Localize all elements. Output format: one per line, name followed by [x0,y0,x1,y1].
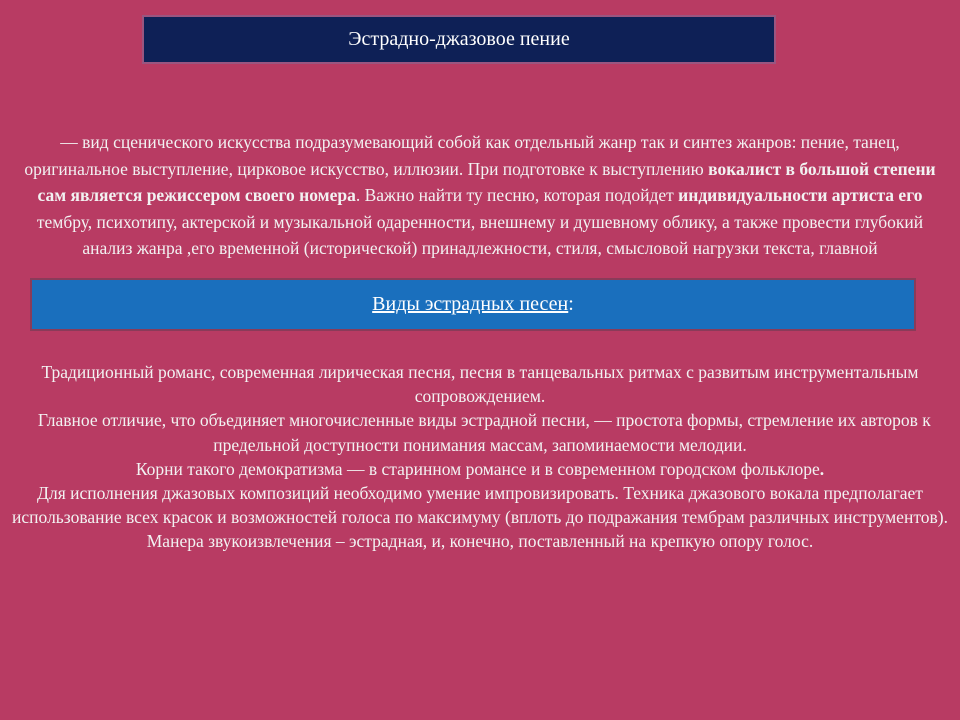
intro-text-3: тембру, психотипу, актерской и музыкальной одаренности, внешнему и душевному облику, а также провести глубокий анализ жанра ,его временной (исторической) принадлежности, стиля, смысловой нагрузки текста, главной [36,211,924,258]
intro-bold-1: вокалист в большой степени сам является режиссером своего номера [37,158,936,205]
intro-text-1: — вид сценического искусства подразумевающий собой как отдельный жанр так и синтез жанров: пение, танец, оригинальное выступление, цирковое искусство, иллюзии. При подготовке к выступлению [24,132,900,179]
section-subtitle: Виды эстрадных песен [372,293,569,315]
body-paragraph-2-text: Главное отличие, что объединяет многочисленные виды эстрадной песни, — простота формы, стремление их авторов к предельной доступности понимания массам, запоминаемости мелодии. [37,410,931,455]
body-paragraph-1: Традиционный романс, современная лирическая песня, песня в танцевальных ритмах с развитым инструментальным сопровождением. [41,362,919,407]
body-text-block [12,360,948,554]
slide-title: Эстрадно-джазовое пение [348,28,570,50]
intro-bold-2: индивидуальности артиста его [678,185,923,205]
body-paragraph-2 [12,408,948,456]
body-paragraph-4: Для исполнения джазовых композиций необходимо умение импровизировать. Техника джазового вокала предполагает использование всех красок и возможностей голоса по максимуму (вплоть до подражания тембрам различных инструментов). [12,483,948,528]
section-subtitle-box [30,278,916,331]
body-paragraph-3-text: Корни такого демократизма — в старинном романсе и в современном городском фольклоре [135,458,820,479]
slide-title-box [142,15,776,64]
section-subtitle-colon: : [568,293,574,315]
body-paragraph-5: Манера звукоизвлечения – эстрадная, и, конечно, поставленный на крепкую опору голос. [146,531,814,552]
intro-text-2: . Важно найти ту песню, которая подойдет [355,185,679,205]
body-paragraph-3 [12,457,948,481]
intro-paragraph [12,129,948,277]
body-paragraph-3-end: . [819,458,825,479]
